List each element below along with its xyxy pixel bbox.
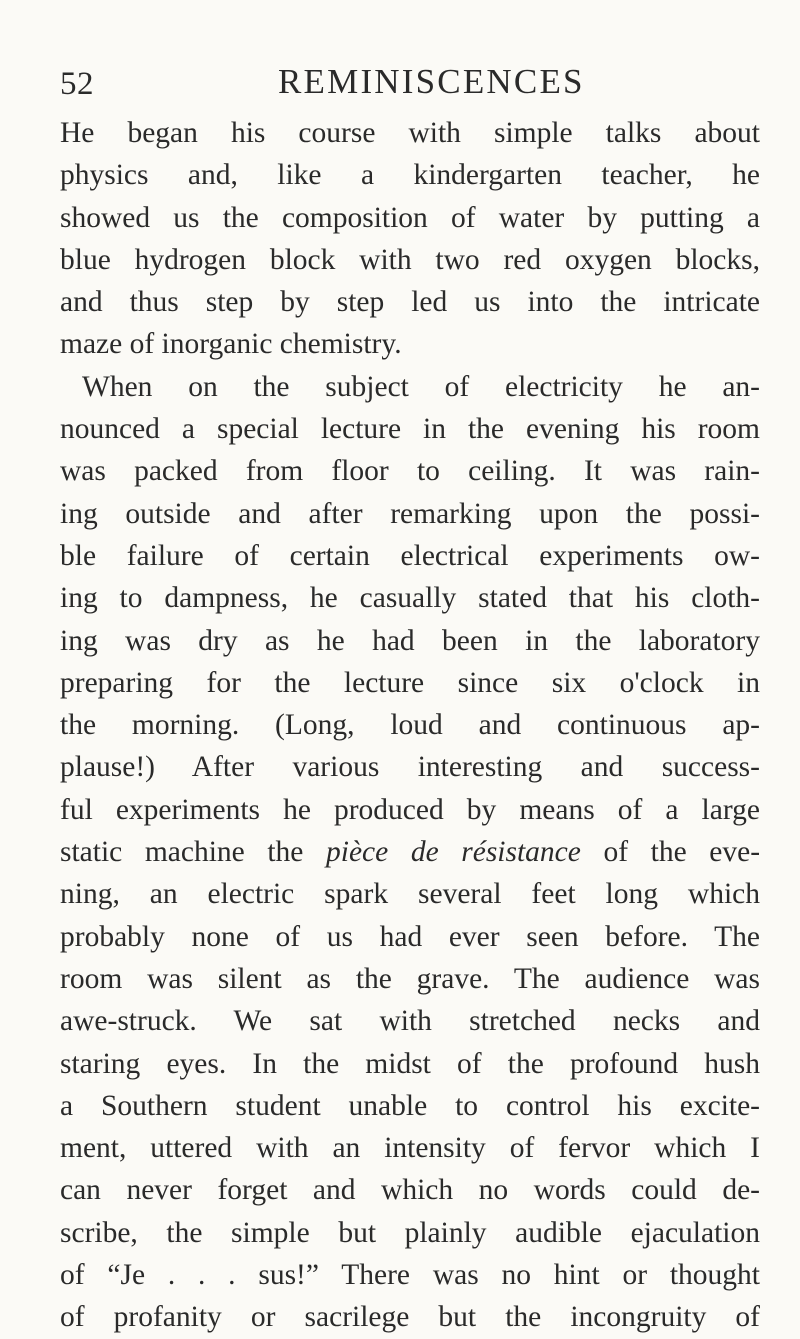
- text-line: probably none of us had ever seen before. The: [60, 920, 760, 953]
- text-line: plause!) After various interesting and success-: [60, 751, 760, 784]
- italic-phrase: pièce de résistance: [326, 836, 581, 869]
- text-line: staring eyes. In the midst of the profound hush: [60, 1047, 760, 1080]
- text-line: room was silent as the grave. The audience was: [60, 962, 760, 995]
- text-line: and thus step by step led us into the intricate: [60, 286, 760, 319]
- text-body: [60, 112, 760, 1339]
- text-line: ning, an electric spark several feet long which: [60, 878, 760, 911]
- text-line: nounced a special lecture in the evening his room: [60, 413, 760, 446]
- text-line: preparing for the lecture since six o'clock in: [60, 666, 760, 699]
- text-line: scribe, the simple but plainly audible ejaculation: [60, 1216, 760, 1249]
- text-line: blue hydrogen block with two red oxygen blocks,: [60, 243, 760, 276]
- text-line: was packed from floor to ceiling. It was rain-: [60, 455, 760, 488]
- text-line: awe-struck. We sat with stretched necks and: [60, 1005, 760, 1038]
- text-line: ing was dry as he had been in the laboratory: [60, 624, 760, 657]
- text-line: ment, uttered with an intensity of fervor which I: [60, 1132, 760, 1165]
- running-head: REMINISCENCES: [278, 62, 585, 101]
- text-segment: of the eve-: [580, 836, 761, 869]
- text-line: of profanity or sacrilege but the incongruity of: [60, 1301, 760, 1334]
- text-line: physics and, like a kindergarten teacher, he: [60, 159, 760, 192]
- text-line: ful experiments he produced by means of a large: [60, 793, 760, 826]
- text-line: the morning. (Long, loud and continuous ap-: [60, 709, 760, 742]
- text-line: can never forget and which no words could de-: [60, 1174, 760, 1207]
- text-line: He began his course with simple talks about: [60, 117, 760, 149]
- text-line: a Southern student unable to control his excite-: [60, 1089, 760, 1122]
- text-line: showed us the composition of water by putting a: [60, 201, 760, 234]
- page-number: 52: [60, 66, 94, 102]
- text-line: ble failure of certain electrical experiments ow-: [60, 539, 760, 572]
- text-line: of “Je . . . sus!” There was no hint or thought: [60, 1259, 760, 1292]
- text-line: When on the subject of electricity he an-: [82, 370, 760, 403]
- text-segment: static machine the: [60, 836, 326, 869]
- text-line: ing to dampness, he casually stated that his cloth-: [60, 582, 760, 615]
- page-header: [0, 62, 800, 112]
- text-line: [60, 831, 760, 873]
- text-line: maze of inorganic chemistry.: [60, 328, 402, 361]
- text-line: ing outside and after remarking upon the possi-: [60, 497, 760, 530]
